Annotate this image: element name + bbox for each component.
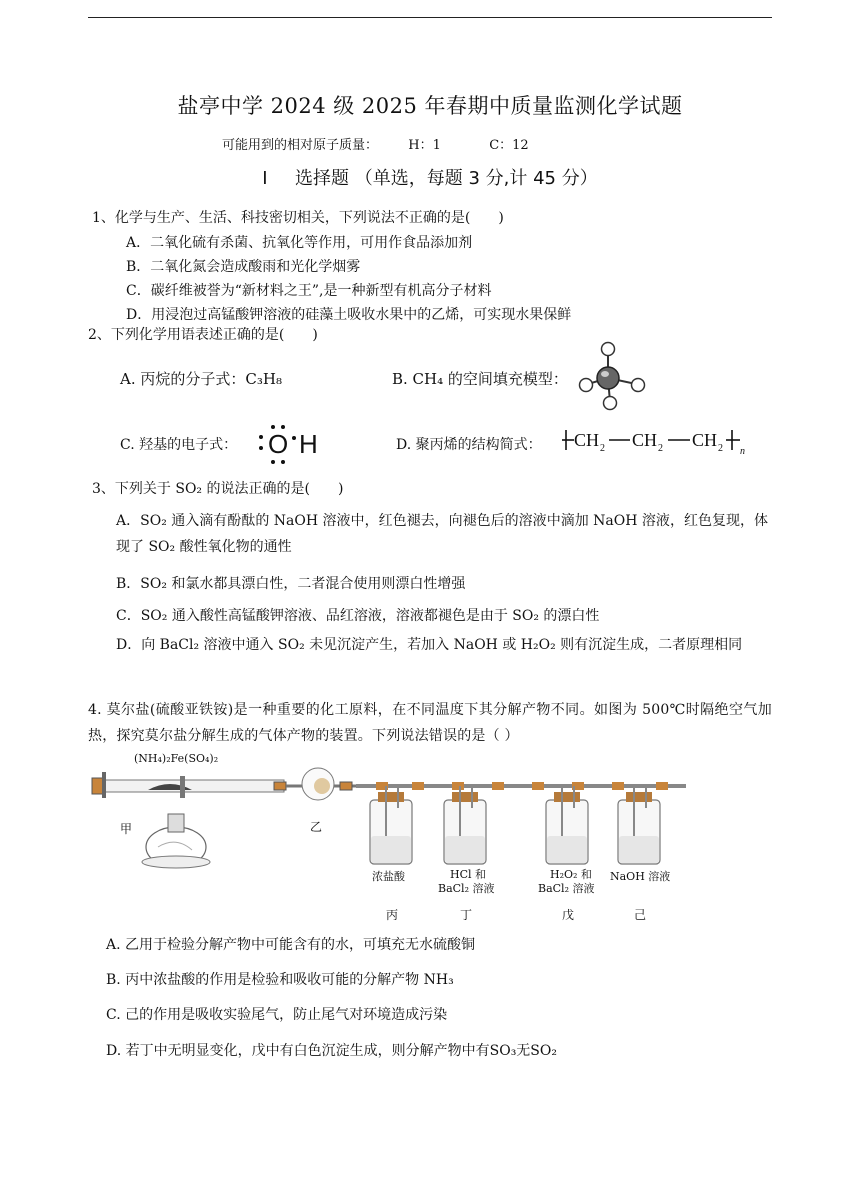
q2-option-c: [120, 434, 237, 454]
q3-option-a: A．SO₂ 通入滴有酚酞的 NaOH 溶液中，红色褪去，向褪色后的溶液中滴加 NaOH 溶液，红色复现，体现了 SO₂ 酸性氧化物的通性: [116, 513, 768, 555]
q4-option-d: D. 若丁中无明显变化，戊中有白色沉淀生成，则分解产物中有SO₃无SO₂: [106, 1043, 557, 1059]
q2-option-b: [392, 368, 568, 389]
svg-text:O: O: [268, 429, 289, 459]
q2-option-a-formula: C₃H₈: [245, 370, 282, 388]
bing-reagent: 浓盐酸: [372, 870, 405, 883]
svg-text:2: 2: [658, 443, 663, 454]
wu-reagent-2: BaCl₂ 溶液: [538, 882, 595, 895]
q2-option-a-prefix: A. 丙烷的分子式：: [120, 370, 246, 388]
svg-text:H: H: [299, 429, 318, 459]
exam-title: 盐亭中学 2024 级 2025 年春期中质量监测化学试题: [177, 94, 683, 118]
svg-text:2: 2: [600, 443, 605, 454]
reagent-label: (NH₄)₂Fe(SO₄)₂: [134, 752, 219, 765]
q4-option-a: A. 乙用于检验分解产物中可能含有的水，可填充无水硫酸铜: [106, 937, 476, 953]
q2-option-c-prefix: C. 羟基的电子式：: [120, 437, 238, 453]
section-text: 选择题 （单选，每题 3 分,计 45 分）: [295, 168, 598, 189]
label-ding: 丁: [460, 908, 473, 922]
q1-option-c: C．碳纤维被誉为“新材料之王”,是一种新型有机高分子材料: [126, 283, 492, 299]
label-bing: 丙: [386, 908, 399, 922]
q1-option-a: A．二氧化硫有杀菌、抗氧化等作用，可用作食品添加剂: [126, 235, 473, 251]
q2-option-d-prefix: D. 聚丙烯的结构简式：: [396, 437, 542, 453]
q3-option-b: B．SO₂ 和氯水都具漂白性，二者混合使用则漂白性增强: [116, 576, 466, 592]
section-number: Ⅰ: [262, 168, 268, 189]
ding-reagent-1: HCl 和: [450, 868, 487, 881]
q4-option-b: B. 丙中浓盐酸的作用是检验和吸收可能的分解产物 NH₃: [106, 972, 454, 988]
hydroxyl-electron-formula: [256, 422, 332, 466]
apparatus-diagram: [88, 752, 698, 924]
methane-model-image: [574, 340, 650, 412]
svg-text:n: n: [740, 446, 745, 457]
section-heading: [0, 164, 860, 190]
q1-stem: 1、化学与生产、生活、科技密切相关，下列说法不正确的是( ): [92, 210, 504, 226]
svg-text:CH: CH: [692, 430, 718, 450]
atomic-mass-line: [222, 134, 529, 153]
ji-reagent: NaOH 溶液: [610, 870, 671, 883]
q2-option-a: [120, 368, 282, 389]
label-ji: 己: [634, 908, 647, 922]
q2-option-b-prefix: B. CH₄ 的空间填充模型：: [392, 370, 568, 388]
wu-reagent-1: H₂O₂ 和: [550, 868, 592, 881]
header-rule: [88, 17, 772, 18]
q2-stem: 2、下列化学用语表述正确的是( ): [88, 327, 318, 343]
q4-stem: 4. 莫尔盐(硫酸亚铁铵)是一种重要的化工原料，在不同温度下其分解产物不同。如图为 500℃时隔绝空气加热，探究莫尔盐分解生成的气体产物的装置。下列说法错误的是（ ）: [88, 702, 772, 744]
ding-reagent-2: BaCl₂ 溶液: [438, 882, 495, 895]
svg-text:CH: CH: [574, 430, 600, 450]
q4-option-c: C. 己的作用是吸收实验尾气，防止尾气对环境造成污染: [106, 1007, 448, 1023]
q1-option-d: D．用浸泡过高锰酸钾溶液的硅藻土吸收水果中的乙烯，可实现水果保鲜: [126, 307, 572, 323]
label-jia: 甲: [120, 822, 133, 836]
q3-stem: 3、下列关于 SO₂ 的说法正确的是( ): [92, 481, 344, 497]
atomic-mass-label: 可能用到的相对原子质量：: [222, 138, 379, 153]
svg-text:CH: CH: [632, 430, 658, 450]
label-wu: 戊: [562, 908, 575, 922]
q1-option-b: B．二氧化氮会造成酸雨和光化学烟雾: [126, 259, 361, 275]
polymer-structure-formula: [562, 424, 754, 460]
atomic-mass-h: H：1: [408, 138, 441, 153]
q3-option-c: C．SO₂ 通入酸性高锰酸钾溶液、品红溶液，溶液都褪色是由于 SO₂ 的漂白性: [116, 608, 600, 624]
q2-option-d: [396, 434, 542, 454]
atomic-mass-c: C：12: [489, 138, 529, 153]
svg-text:2: 2: [718, 443, 723, 454]
q3-option-d: D．向 BaCl₂ 溶液中通入 SO₂ 未见沉淀产生，若加入 NaOH 或 H₂O₂ 则有沉淀生成，二者原理相同: [116, 637, 743, 653]
label-yi: 乙: [310, 820, 323, 834]
